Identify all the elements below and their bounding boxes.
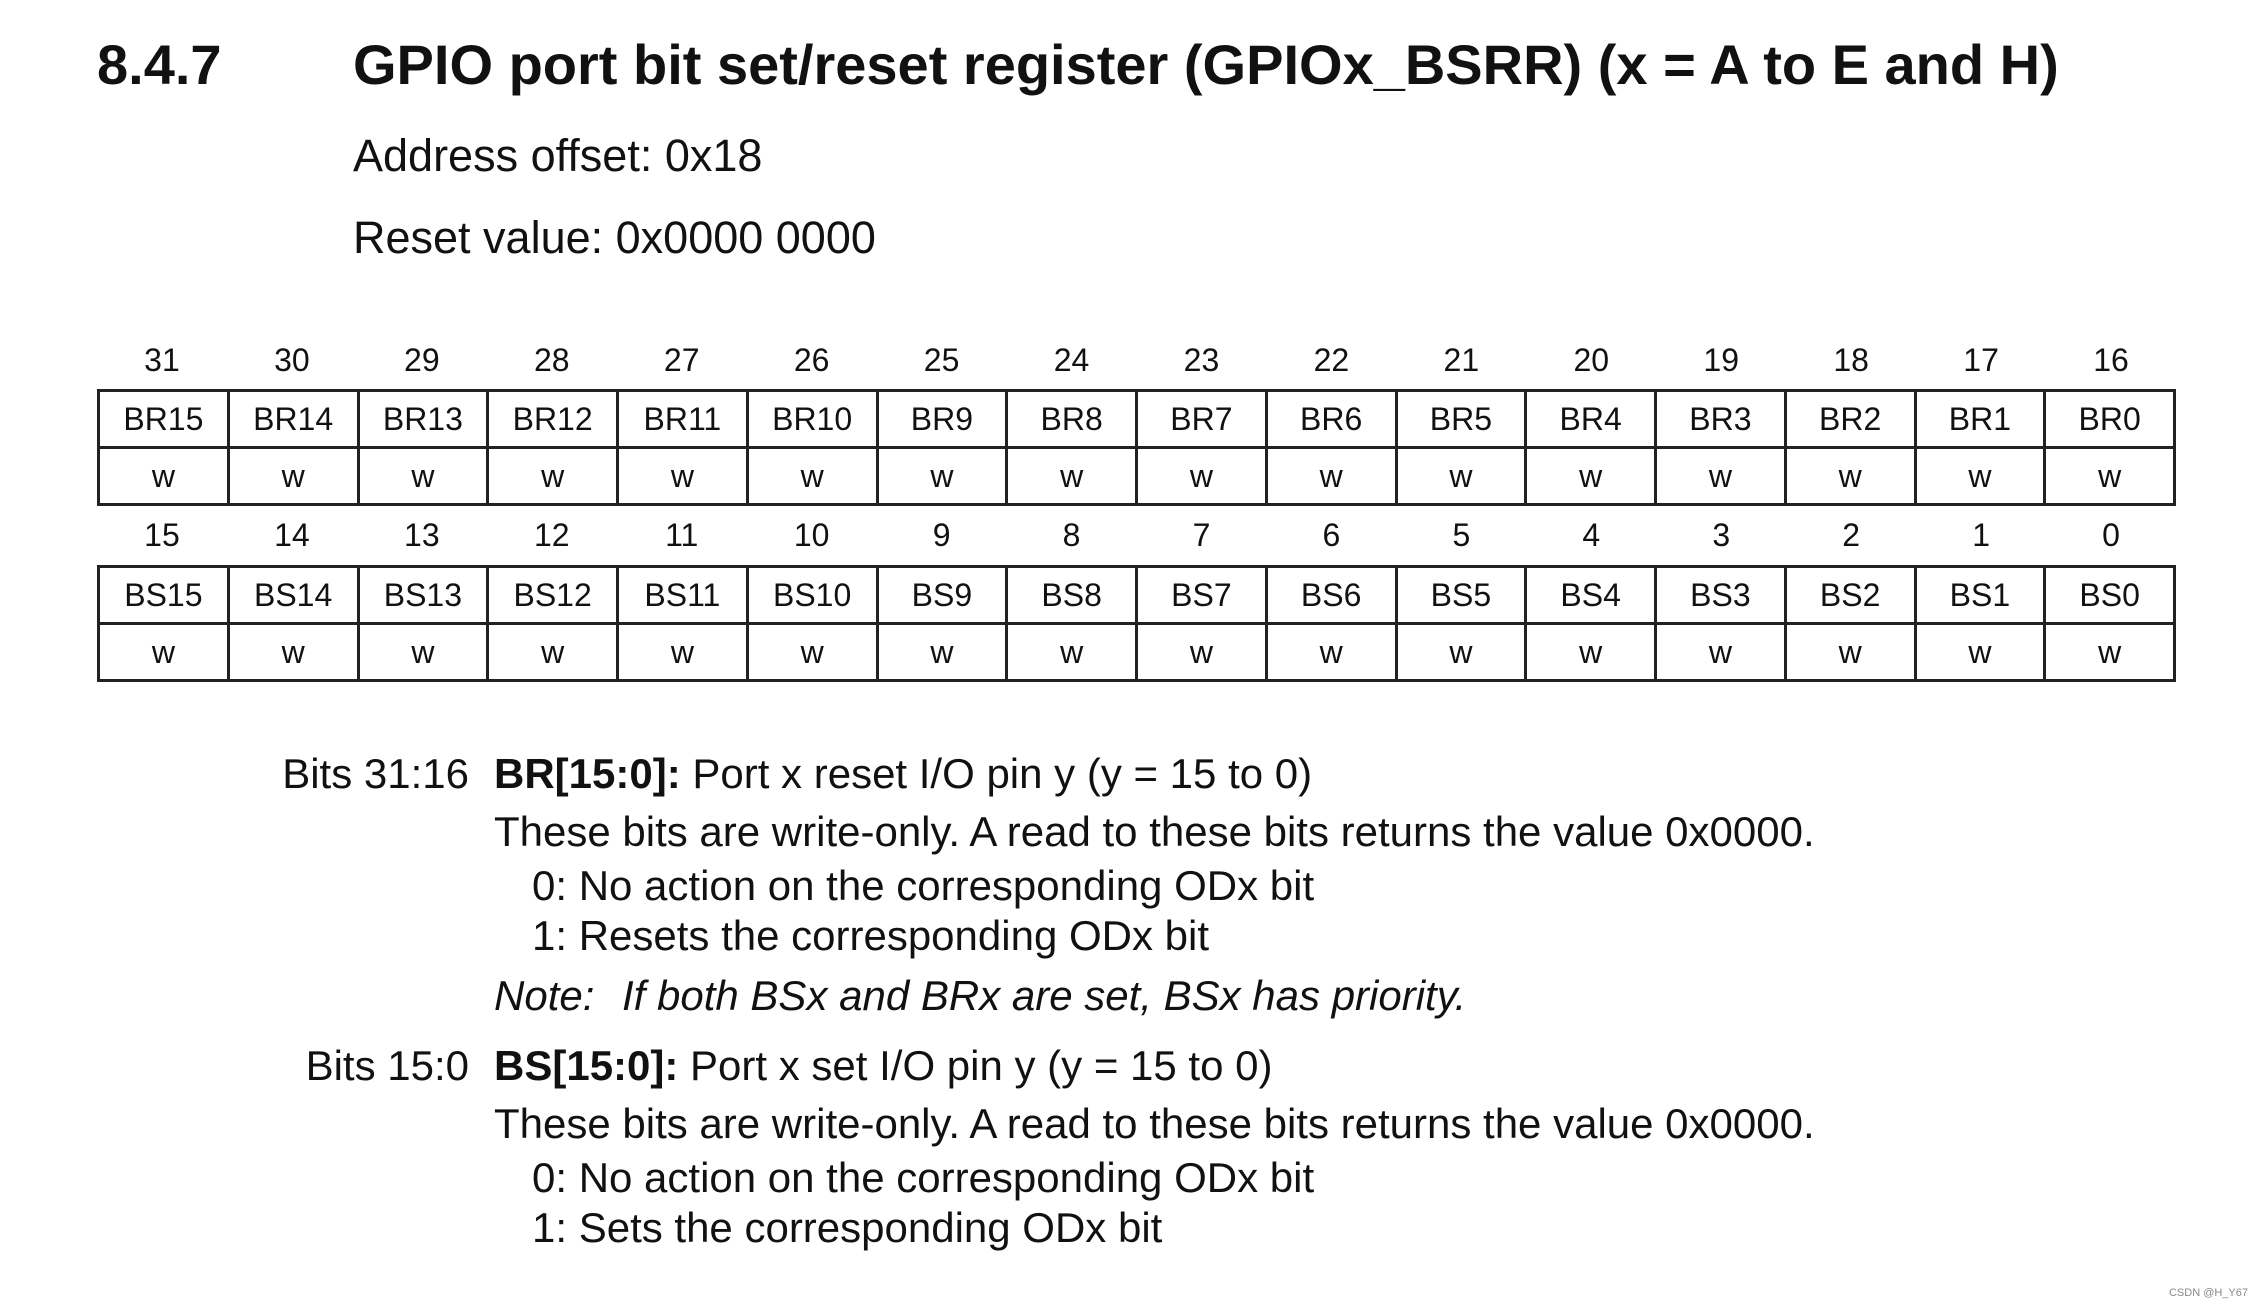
bit-number: 20	[1573, 342, 1610, 378]
register-field: BS13	[358, 567, 488, 624]
bit-descriptions	[0, 745, 2266, 1253]
register-field: BS4	[1526, 567, 1656, 624]
access-type: w	[1266, 448, 1396, 505]
bit-number: 30	[274, 342, 310, 378]
register-field: BR14	[228, 391, 358, 448]
register-field: BS0	[2045, 567, 2175, 624]
bit-number: 16	[2093, 342, 2129, 378]
register-field: BR10	[747, 391, 877, 448]
access-type: w	[618, 624, 748, 681]
access-type: w	[1007, 448, 1137, 505]
bit-number: 28	[533, 342, 570, 378]
field-bit-range: Bits 31:16	[282, 750, 469, 797]
register-table-lower	[97, 565, 2176, 682]
register-field: BS2	[1785, 567, 1915, 624]
access-type: w	[1526, 448, 1656, 505]
register-field: BS14	[228, 567, 358, 624]
access-type: w	[1396, 624, 1526, 681]
register-field: BR13	[358, 391, 488, 448]
access-type: w	[1785, 448, 1915, 505]
bit-number: 2	[1842, 517, 1861, 553]
access-type: w	[877, 448, 1007, 505]
access-type: w	[228, 448, 358, 505]
bit-number: 15	[144, 517, 180, 553]
register-field: BR7	[1137, 391, 1267, 448]
access-type: w	[1915, 448, 2045, 505]
bit-number: 1	[1972, 517, 1990, 553]
bit-number: 19	[1703, 342, 1740, 378]
access-type: w	[1785, 624, 1915, 681]
bit-number: 29	[404, 342, 440, 378]
field-name: BS[15:0]:	[494, 1042, 679, 1089]
note-label: Note:	[494, 972, 595, 1019]
access-type: w	[99, 448, 229, 505]
field-note	[494, 967, 2266, 1025]
field-detail: These bits are write-only. A read to these bits returns the value 0x0000.	[494, 808, 1815, 855]
bit-number: 13	[404, 517, 440, 553]
access-type: w	[1137, 448, 1267, 505]
field-option: 1: Resets the corresponding ODx bit	[532, 912, 1210, 959]
register-field: BS11	[618, 567, 748, 624]
bit-number: 9	[932, 517, 951, 553]
register-field: BS12	[488, 567, 618, 624]
register-field: BS6	[1266, 567, 1396, 624]
register-field: BS15	[99, 567, 229, 624]
register-field: BS5	[1396, 567, 1526, 624]
access-row-upper	[99, 448, 2175, 505]
bit-numbers-lower	[97, 512, 2176, 558]
field-option: 1: Sets the corresponding ODx bit	[532, 1204, 1163, 1251]
field-row-upper	[99, 391, 2175, 448]
field-option: 0: No action on the corresponding ODx bit	[532, 862, 1315, 909]
access-type: w	[488, 624, 618, 681]
access-type: w	[488, 448, 618, 505]
bit-number: 8	[1062, 517, 1081, 553]
reset-value: Reset value: 0x0000 0000	[353, 212, 876, 263]
register-field: BS3	[1656, 567, 1786, 624]
bit-number: 14	[274, 517, 310, 553]
bit-number: 10	[793, 517, 830, 553]
field-body	[494, 745, 2266, 1025]
bit-number: 0	[2102, 517, 2120, 553]
access-row-lower	[99, 624, 2175, 681]
field-detail: These bits are write-only. A read to these bits returns the value 0x0000.	[494, 1100, 1815, 1147]
field-heading	[494, 1037, 2266, 1095]
access-type: w	[747, 624, 877, 681]
register-field: BS9	[877, 567, 1007, 624]
register-field: BR4	[1526, 391, 1656, 448]
access-type: w	[1137, 624, 1267, 681]
bit-number: 26	[793, 342, 830, 378]
field-heading	[494, 745, 2266, 803]
register-field: BR6	[1266, 391, 1396, 448]
field-name: BR[15:0]:	[494, 750, 681, 797]
register-field: BR9	[877, 391, 1007, 448]
register-field: BR1	[1915, 391, 2045, 448]
bit-number: 5	[1452, 517, 1471, 553]
register-field: BR8	[1007, 391, 1137, 448]
access-type: w	[1007, 624, 1137, 681]
field-description-bs	[0, 1037, 2266, 1253]
bit-number: 27	[663, 342, 700, 378]
bit-number: 4	[1582, 517, 1601, 553]
bit-number: 23	[1183, 342, 1220, 378]
bit-number: 7	[1192, 517, 1211, 553]
bit-number: 6	[1322, 517, 1341, 553]
bit-number: 18	[1833, 342, 1869, 378]
bit-number: 31	[144, 342, 180, 378]
register-field: BR2	[1785, 391, 1915, 448]
field-bit-range: Bits 15:0	[305, 1042, 469, 1089]
register-field: BS8	[1007, 567, 1137, 624]
bit-number: 24	[1053, 342, 1090, 378]
register-field: BR5	[1396, 391, 1526, 448]
register-field: BS10	[747, 567, 877, 624]
field-summary: Port x reset I/O pin y (y = 15 to 0)	[692, 750, 1313, 797]
bit-number: 3	[1712, 517, 1731, 553]
register-field: BS7	[1137, 567, 1267, 624]
access-type: w	[228, 624, 358, 681]
register-field: BR12	[488, 391, 618, 448]
bit-number: 22	[1313, 342, 1350, 378]
address-offset: Address offset: 0x18	[353, 130, 763, 181]
access-type: w	[747, 448, 877, 505]
access-type: w	[618, 448, 748, 505]
bit-number: 12	[533, 517, 570, 553]
bit-number: 11	[665, 517, 699, 553]
bit-number: 17	[1963, 342, 1999, 378]
register-table-upper	[97, 389, 2176, 506]
register-field: BS1	[1915, 567, 2045, 624]
access-type: w	[1396, 448, 1526, 505]
watermark: CSDN @H_Y67	[2168, 1287, 2248, 1299]
section-number: 8.4.7	[97, 33, 222, 96]
note-text: If both BSx and BRx are set, BSx has priority.	[622, 972, 1467, 1019]
bit-number: 25	[923, 342, 960, 378]
register-field: BR0	[2045, 391, 2175, 448]
access-type: w	[1656, 624, 1786, 681]
field-row-lower	[99, 567, 2175, 624]
access-type: w	[1656, 448, 1786, 505]
field-description-br	[0, 745, 2266, 1025]
access-type: w	[877, 624, 1007, 681]
register-field: BR15	[99, 391, 229, 448]
access-type: w	[358, 624, 488, 681]
access-type: w	[1526, 624, 1656, 681]
section-title: GPIO port bit set/reset register (GPIOx_BSRR) (x = A to E and H)	[353, 33, 2059, 96]
access-type: w	[1266, 624, 1396, 681]
access-type: w	[2045, 624, 2175, 681]
field-summary: Port x set I/O pin y (y = 15 to 0)	[690, 1042, 1273, 1089]
access-type: w	[1915, 624, 2045, 681]
access-type: w	[358, 448, 488, 505]
bit-numbers-upper	[97, 337, 2176, 383]
access-type: w	[99, 624, 229, 681]
register-field: BR11	[618, 391, 748, 448]
bit-number: 21	[1443, 342, 1480, 378]
register-field: BR3	[1656, 391, 1786, 448]
access-type: w	[2045, 448, 2175, 505]
field-body	[494, 1037, 2266, 1253]
field-option: 0: No action on the corresponding ODx bit	[532, 1154, 1315, 1201]
